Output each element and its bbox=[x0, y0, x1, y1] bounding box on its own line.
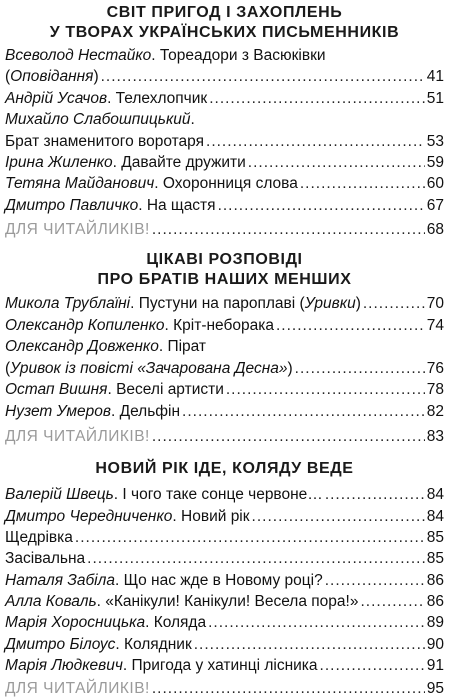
toc-entry-readers[interactable]: ДЛЯ ЧИТАЙЛИКІВ! ..... 95 bbox=[5, 678, 444, 699]
leader-dots bbox=[182, 401, 425, 422]
toc-entry[interactable]: Щедрівка ..... 85 bbox=[5, 527, 444, 548]
toc-entry[interactable]: Ірина Жиленко. Давайте дружити ..... 59 bbox=[5, 152, 444, 173]
toc-entry[interactable]: Остап Вишня. Веселі артисти ..... 78 bbox=[5, 379, 444, 400]
page-number: 89 bbox=[426, 614, 444, 631]
toc-entry[interactable]: Наталя Забіла. Що нас жде в Новому році? ..... 86 bbox=[5, 570, 444, 591]
leader-dots bbox=[360, 591, 424, 612]
leader-dots bbox=[325, 570, 425, 591]
leader-dots bbox=[295, 358, 425, 379]
page-number: 51 bbox=[426, 90, 444, 107]
leader-dots bbox=[226, 379, 425, 400]
page-number: 68 bbox=[426, 221, 444, 238]
toc-entry[interactable]: Андрій Усачов. Телехлопчик ..... 51 bbox=[5, 88, 444, 109]
toc-entry[interactable]: Валерій Швець. І чого таке сонце червоне… ..... 84 bbox=[5, 484, 444, 505]
page-number: 67 bbox=[426, 197, 444, 214]
page-number: 86 bbox=[426, 572, 444, 589]
page-number: 82 bbox=[426, 403, 444, 420]
leader-dots bbox=[252, 506, 425, 527]
toc-entry[interactable]: Дмитро Павличко. На щастя ..... 67 bbox=[5, 195, 444, 216]
leader-dots bbox=[209, 88, 425, 109]
leader-dots bbox=[87, 548, 425, 569]
toc-entry-line: Михайло Слабошпицький. bbox=[5, 111, 195, 128]
page-number: 59 bbox=[426, 154, 444, 171]
leader-dots bbox=[194, 634, 425, 655]
leader-dots bbox=[320, 655, 425, 676]
page-number: 84 bbox=[426, 508, 444, 525]
page-number: 41 bbox=[426, 68, 444, 85]
section-title: СВІТ ПРИГОД І ЗАХОПЛЕНЬ У ТВОРАХ УКРАЇНСЬКИХ ПИСЬМЕННИКІВ bbox=[49, 4, 400, 41]
toc-entry[interactable]: Марія Хоросницька. Коляда ..... 89 bbox=[5, 612, 444, 633]
toc-entry[interactable]: Брат знаменитого воротаря ..... 53 bbox=[5, 131, 444, 152]
toc-entry[interactable]: Алла Коваль. «Канікули! Канікули! Весела пора!» ..... 86 bbox=[5, 591, 444, 612]
page-number: 84 bbox=[426, 486, 444, 503]
leader-dots bbox=[248, 152, 425, 173]
toc-entry[interactable]: Тетяна Майданович. Охоронниця слова ..... 60 bbox=[5, 173, 444, 194]
section-title: ЦІКАВІ РОЗПОВІДІ ПРО БРАТІВ НАШИХ МЕНШИХ bbox=[97, 251, 352, 288]
toc-entry[interactable]: Нузет Умеров. Дельфін ..... 82 bbox=[5, 401, 444, 422]
leader-dots bbox=[276, 315, 425, 336]
toc-entry-readers[interactable]: ДЛЯ ЧИТАЙЛИКІВ! ..... 68 bbox=[5, 219, 444, 240]
page-number: 91 bbox=[426, 657, 444, 674]
leader-dots bbox=[206, 131, 425, 152]
toc-entry[interactable]: (Оповідання) ..... 41 bbox=[5, 66, 444, 87]
leader-dots bbox=[300, 173, 425, 194]
leader-dots bbox=[363, 293, 425, 314]
page-number: 74 bbox=[426, 317, 444, 334]
leader-dots bbox=[152, 678, 425, 699]
leader-dots bbox=[75, 527, 425, 548]
toc-entry-line: Олександр Довженко. Пірат bbox=[5, 338, 207, 355]
page-number: 95 bbox=[426, 680, 444, 697]
leader-dots bbox=[218, 195, 425, 216]
section-title: НОВИЙ РІК ІДЕ, КОЛЯДУ ВЕДЕ bbox=[95, 460, 354, 477]
page-number: 86 bbox=[426, 593, 444, 610]
toc-entry-line: Всеволод Нестайко. Тореадори з Васюківки bbox=[5, 47, 326, 64]
page-number: 90 bbox=[426, 636, 444, 653]
page-number: 85 bbox=[426, 529, 444, 546]
page-number: 85 bbox=[426, 550, 444, 567]
page-number: 53 bbox=[426, 133, 444, 150]
page-number: 70 bbox=[426, 295, 444, 312]
toc-entry[interactable]: Дмитро Білоус. Колядник ..... 90 bbox=[5, 634, 444, 655]
leader-dots bbox=[101, 66, 425, 87]
leader-dots bbox=[208, 612, 425, 633]
toc-entry[interactable]: (Уривок із повісті «Зачарована Десна») ..... 76 bbox=[5, 358, 444, 379]
toc-entry[interactable]: Олександр Копиленко. Кріт-неборака ..... 74 bbox=[5, 315, 444, 336]
page-number: 76 bbox=[426, 360, 444, 377]
leader-dots bbox=[152, 219, 425, 240]
page-number: 60 bbox=[426, 175, 444, 192]
toc-entry[interactable]: Микола Трублаїні. Пустуни на пароплаві (Уривки) ..... 70 bbox=[5, 293, 444, 314]
toc-entry[interactable]: Марія Людкевич. Пригода у хатинці лісника ..... 91 bbox=[5, 655, 444, 676]
toc-entry[interactable]: Дмитро Чередниченко. Новий рік ..... 84 bbox=[5, 506, 444, 527]
toc-entry-readers[interactable]: ДЛЯ ЧИТАЙЛИКІВ! ..... 83 bbox=[5, 426, 444, 447]
leader-dots bbox=[152, 426, 425, 447]
leader-dots bbox=[325, 484, 425, 505]
toc-entry[interactable]: Засівальна ..... 85 bbox=[5, 548, 444, 569]
page-number: 78 bbox=[426, 381, 444, 398]
page-number: 83 bbox=[426, 428, 444, 445]
